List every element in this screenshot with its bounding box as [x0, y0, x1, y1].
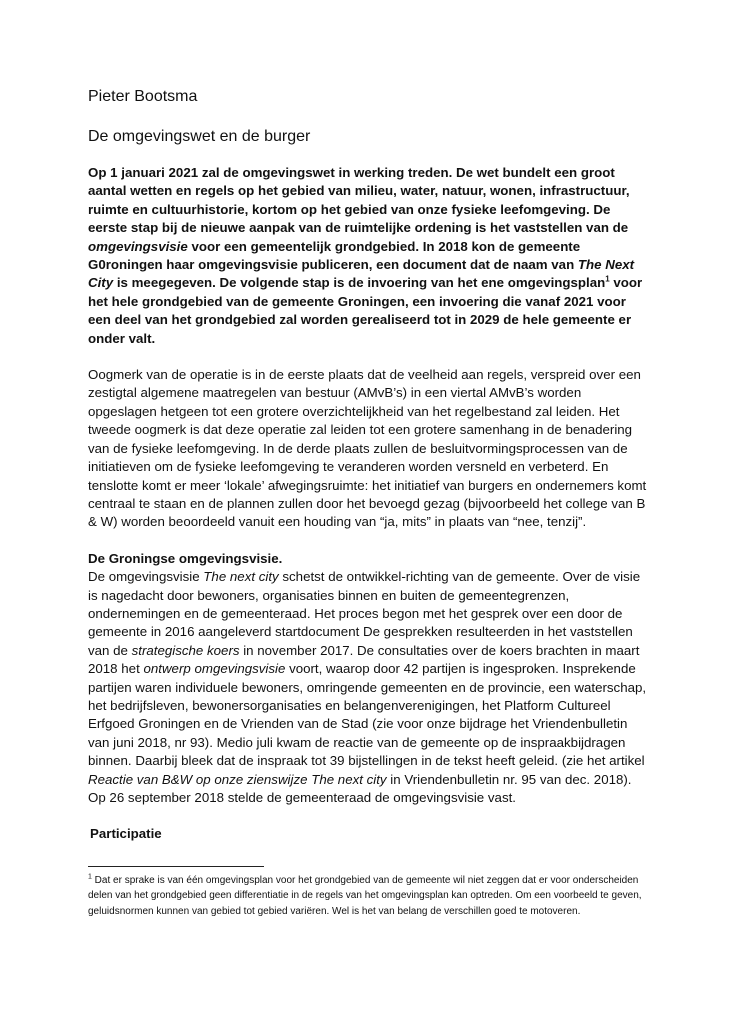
section-heading-participatie: Participatie	[90, 826, 162, 842]
section1-text-3: in november 2017. De consultaties over de koers brachten in maart 2018 het	[88, 642, 640, 677]
intro-emphasis-1: omgevingsvisie	[88, 238, 188, 254]
section1-text-2: schetst de ontwikkel-richting van de gemeente. Over de visie is nagedacht door bewoners, organisaties binnen en buiten de gemeentegrenzen, ondernemingen en de gemeenteraad. Het proces begon met het gesprek over een door de gemeente in 2016 aangeleverd startdocument De gesprekken resulteerden in het vaststellen van de	[88, 569, 641, 658]
body-paragraph-1: Oogmerk van de operatie is in de eerste plaats dat de veelheid aan regels, verspreid over een zestigtal algemene maatregelen van bestuur (AMvB’s) in een viertal AMvB’s worden opgeslagen hetgeen tot een grotere overzichtelijkheid van het regelbestand zal leiden. Het tweede oogmerk is dat deze operatie zal leiden tot een grotere samenhang in de benadering van de fysieke leefomgeving. In de derde plaats zullen de besluitvormingsprocessen van de initiatieven om de fysieke leefomgeving te veranderen worden versneld en verbeterd. En tenslotte komt er meer ‘lokale’ afwegingsruimte: het initiatief van burgers en ondernemers komt centraal te staan en de plannen zullen door het bevoegd gezag (bijvoorbeeld het college van B & W) worden beoordeeld vanuit een houding van “ja, mits” in plaats van “nee, tenzij”.	[88, 367, 647, 530]
footnote-mark: 1	[88, 873, 92, 881]
intro-text-3: is meegegeven. De volgende stap is de invoering van het ene omgevingsplan	[113, 275, 606, 291]
section1-text-5: in Vriendenbulletin nr. 95 van dec. 2018). Op 26 september 2018 stelde de gemeenteraad de omgevingsvisie vast.	[88, 771, 632, 805]
section1-emphasis-4: Reactie van B&W op onze zienswijze The next city	[88, 771, 387, 787]
intro-text-2: voor een gemeentelijk grondgebied. In 2018 kon de gemeente G0roningen haar omgevingsvisie publiceren, een document dat de naam van	[88, 238, 581, 273]
body-paragraph-2	[88, 568, 648, 807]
intro-paragraph	[88, 164, 648, 348]
author-name: Pieter Bootsma	[88, 88, 198, 105]
footnote-reference: 1	[605, 275, 610, 285]
intro-text-1: Op 1 januari 2021 zal de omgevingswet in werking treden. De wet bundelt een groot aantal wetten en regels op het gebied van milieu, water, natuur, wonen, infrastructuur, ruimte en cultuurhistorie, kortom op het gebied van onze fysieke leefomgeving. De eerste stap bij de nieuwe aanpak van de ruimtelijke ordening is het vaststellen van de	[88, 165, 630, 236]
section1-text-1: De omgevingsvisie	[88, 569, 204, 585]
section1-emphasis-2: strategische koers	[131, 642, 240, 658]
section-heading-omgevingsvisie: De Groningse omgevingsvisie.	[88, 550, 283, 566]
footnote	[88, 873, 648, 920]
section1-text-4: voort, waarop door 42 partijen is ingesproken. Insprekende partijen waren individuele bewoners, omringende gemeenten en de provincie, een waterschap, het bedrijfsleven, bewonersorganisaties en belangenverenigingen, het Platform Cultureel Erfgoed Groningen en de Vrienden van de Stad (zie voor onze bijdrage het Vriendenbulletin van juni 2018, nr 93). Medio juli kwam de reactie van de gemeente op de inspraakbijdragen binnen. Daarbij bleek dat de inspraak tot 39 bijstellingen in de tekst heeft geleid. (zie het artikel	[88, 661, 647, 769]
footnote-divider	[88, 866, 264, 867]
footnote-text: Dat er sprake is van één omgevingsplan voor het grondgebied van de gemeente wil niet zeggen dat er voor onderscheiden delen van het grondgebied geen differentiatie in de regels van het omgevingsplan kan optreden. Om een voorbeeld te geven, geluidsnormen kunnen van gebied tot gebied variëren. Wel is het van belang de verschillen goed te motoveren.	[88, 874, 642, 917]
intro-emphasis-2: The Next City	[88, 257, 635, 291]
section1-emphasis-3: ontwerp omgevingsvisie	[143, 661, 286, 677]
section1-emphasis-1: The next city	[203, 569, 279, 585]
article-title: De omgevingswet en de burger	[88, 128, 311, 145]
document-page	[88, 86, 648, 919]
intro-text-4: voor het hele grondgebied van de gemeente Groningen, een invoering die vanaf 2021 voor een deel van het grondgebied zal worden gerealiseerd tot in 2029 de hele gemeente er onder valt.	[88, 275, 643, 346]
